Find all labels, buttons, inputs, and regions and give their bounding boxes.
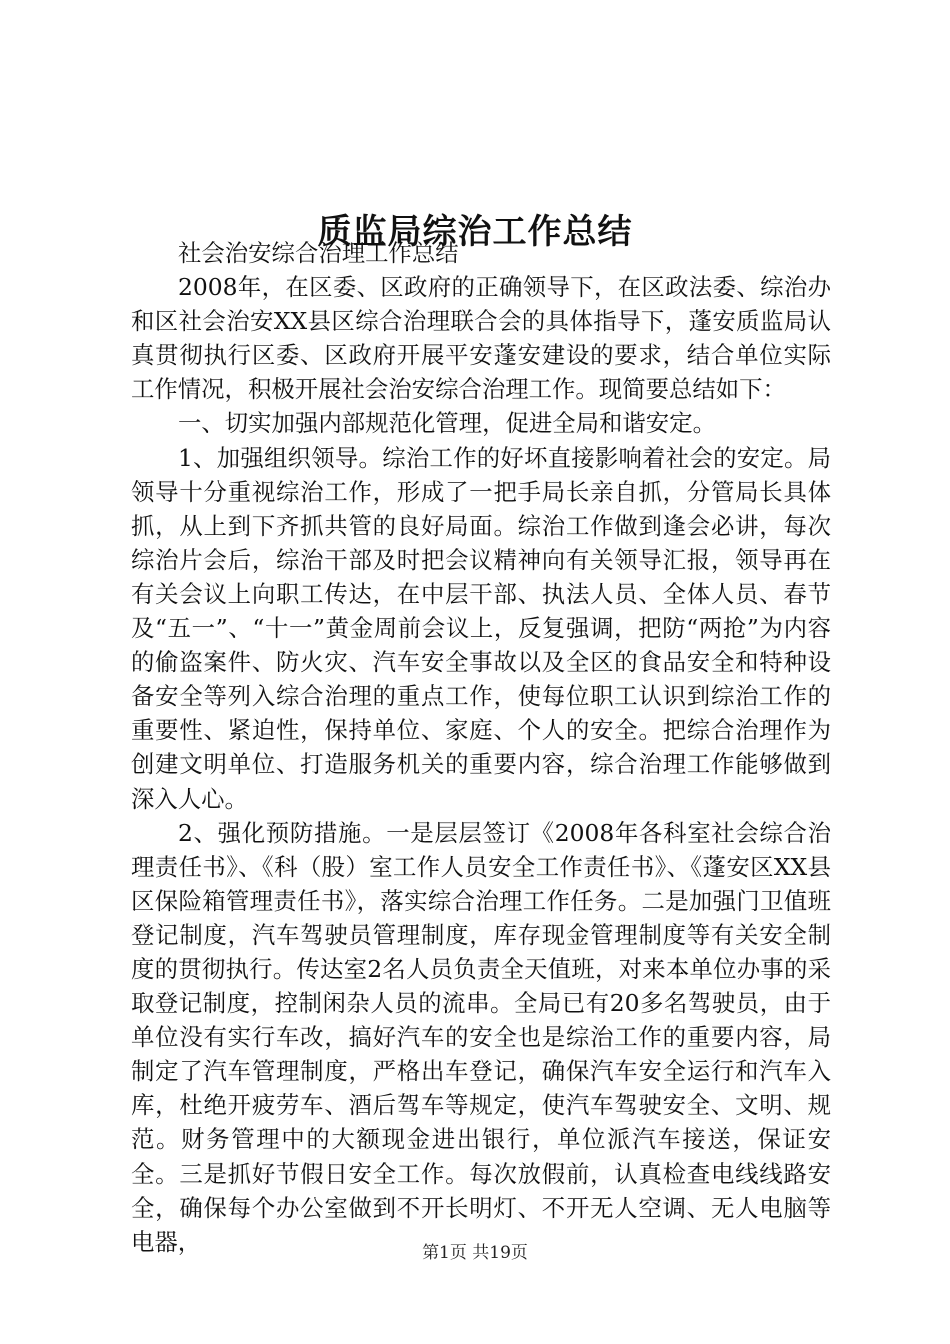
paragraph-section-heading: 一、切实加强内部规范化管理，促进全局和谐安定。 [178,409,716,438]
paragraph-intro: 2008年，在区委、区政府的正确领导下，在区政法委、综治办和区社会治安XX县区综合治理联合会的具体指导下，蓬安质监局认真贯彻执行区委、区政府开展平安蓬安建设的要求，结合单位实际工作情况，积极开展社会治安综合治理工作。现简要总结如下： [131,273,831,404]
paragraph-item-1: 1、加强组织领导。综治工作的好坏直接影响着社会的安定。局领导十分重视综治工作，形成了一把手局长亲自抓，分管局长具体抓，从上到下齐抓共管的良好局面。综治工作做到逢会必讲，每次综治片会后，综治干部及时把会议精神向有关领导汇报，领导再在有关会议上向职工传达，在中层干部、执法人员、全体人员、春节及“五一”、“十一”黄金周前会议上，反复强调，把防“两抢”为内容的偷盗案件、防火灾、汽车安全事故以及全区的食品安全和特种设备安全等列入综合治理的重点工作，使每位职工认识到综治工作的重要性、紧迫性，保持单位、家庭、个人的安全。把综合治理作为创建文明单位、打造服务机关的重要内容，综合治理工作能够做到深入人心。 [131,443,831,813]
paragraph-subtitle: 社会治安综合治理工作总结 [178,239,459,267]
paragraph-item-2: 2、强化预防措施。一是层层签订《2008年各科室社会综合治理责任书》、《科（股）室工作人员安全工作责任书》、《蓬安区XX县区保险箱管理责任书》，落实综合治理工作任务。二是加强门卫值班登记制度，汽车驾驶员管理制度，库存现金管理制度等有关安全制度的贯彻执行。传达室2名人员负责全天值班，对来本单位办事的采取登记制度，控制闲杂人员的流串。全局已有20多名驾驶员，由于单位没有实行车改，搞好汽车的安全也是综治工作的重要内容，局制定了汽车管理制度，严格出车登记，确保汽车安全运行和汽车入库，杜绝开疲劳车、酒后驾车等规定，使汽车驾驶安全、文明、规范。财务管理中的大额现金进出银行，单位派汽车接送，保证安全。三是抓好节假日安全工作。每次放假前，认真检查电线线路安全，确保每个办公室做到不开长明灯、不开无人空调、无人电脑等电器， [131,818,831,1256]
page-footer: 第1页 共19页 [422,1243,528,1263]
document-title: 质监局综治工作总结 [317,211,633,252]
document-body [131,236,831,1259]
